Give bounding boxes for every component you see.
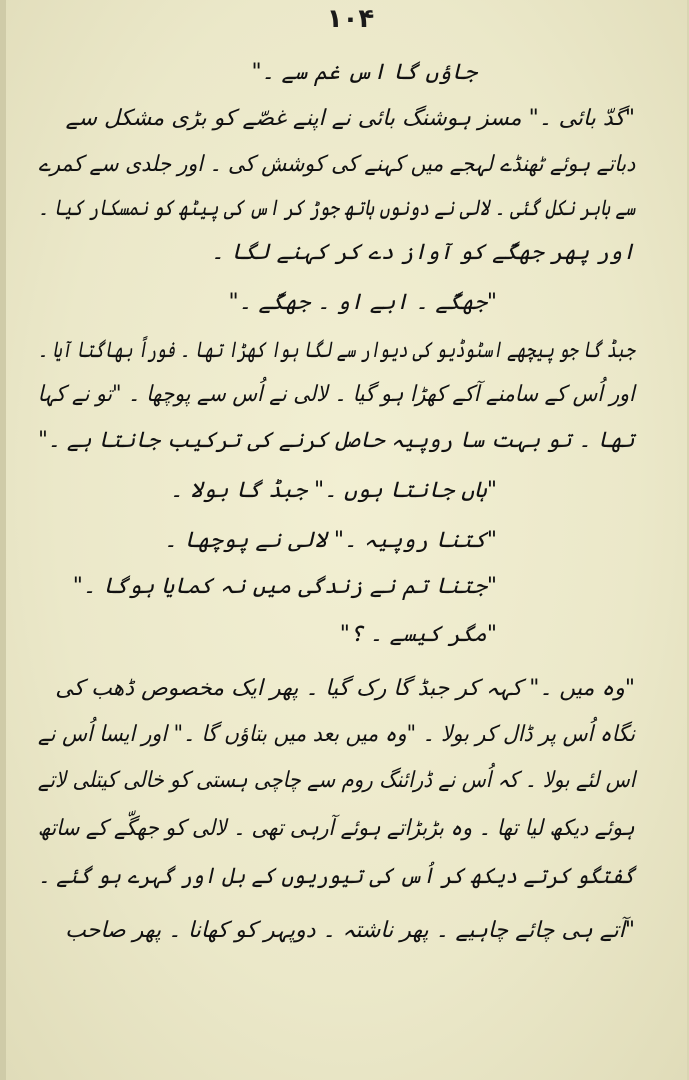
text-line: جبڈ گا جو پیچھے اسٹوڈیو کی دیوار سے لگا ہوا کھڑا تھا ۔ فوراً بھاگتا آیا ۔ <box>38 338 635 363</box>
text-line: اور اُس کے سامنے آکے کھڑا ہو گیا ۔ لالی نے اُس سے پوچھا ۔ "تو نے کہا <box>38 382 635 407</box>
text-line: "مگر کیسے ۔ ؟" <box>339 622 497 647</box>
text-line: ہوئے دیکھ لیا تھا ۔ وہ بڑبڑاتے ہوئے آرہی تھی ۔ لالی کو جھگّے کے ساتھ <box>38 816 635 841</box>
text-line: گفتگو کرتے دیکھ کر اُس کی تیوریوں کے بل اور گہرے ہو گئے ۔ <box>38 864 635 889</box>
text-line: "گدّ بائی ۔" مسز ہوشنگ بائی نے اپنے غصّے کو بڑی مشکل سے <box>65 106 635 131</box>
text-line: جاؤں گا اس غم سے ۔" <box>251 60 477 85</box>
text-line: "کتنا روپیہ ۔" لالی نے پوچھا ۔ <box>164 528 497 553</box>
text-line: "جتنا تم نے زندگی میں نہ کمایا ہوگا ۔" <box>72 574 497 599</box>
text-line: "وہ میں ۔" کہہ کر جبڈ گا رک گیا ۔ پھر ایک مخصوص ڈھب کی <box>55 676 635 701</box>
text-line: نگاہ اُس پر ڈال کر بولا ۔ "وہ میں بعد میں بتاؤں گا ۔" اور ایسا اُس نے <box>37 722 635 747</box>
text-line: دباتے ہوئے ٹھنڈے لہجے میں کہنے کی کوشش کی ۔ اور جلدی سے کمرے <box>38 152 635 177</box>
text-line: "ہاں جانتا ہوں ۔" جبڈ گا بولا ۔ <box>169 478 497 503</box>
text-line: "جھگّے ۔ ابے او ۔ جھگّے ۔" <box>228 290 497 315</box>
text-line: اس لئے بولا ۔ کہ اُس نے ڈرائنگ روم سے چاچی ہستی کو خالی کیتلی لاتے <box>37 768 635 793</box>
page-number: ۱۰۴ <box>326 4 375 34</box>
text-line: سے باہر نکل گئی ۔ لالی نے دونوں ہاتھ جوڑ کر اس کی پیٹھ کو نمسکار کیا ۔ <box>38 196 635 221</box>
text-line: اور پھر جھگّے کو آواز دے کر کہنے لگا ۔ <box>211 240 635 265</box>
text-line: تھا ۔ تو بہت سا روپیہ حاصل کرنے کی ترکیب جانتا ہے ۔" <box>38 428 635 453</box>
text-line: "آتے ہی چائے چاہیے ۔ پھر ناشتہ ۔ دوپہر کو کھانا ۔ پھر صاحب <box>65 918 635 943</box>
